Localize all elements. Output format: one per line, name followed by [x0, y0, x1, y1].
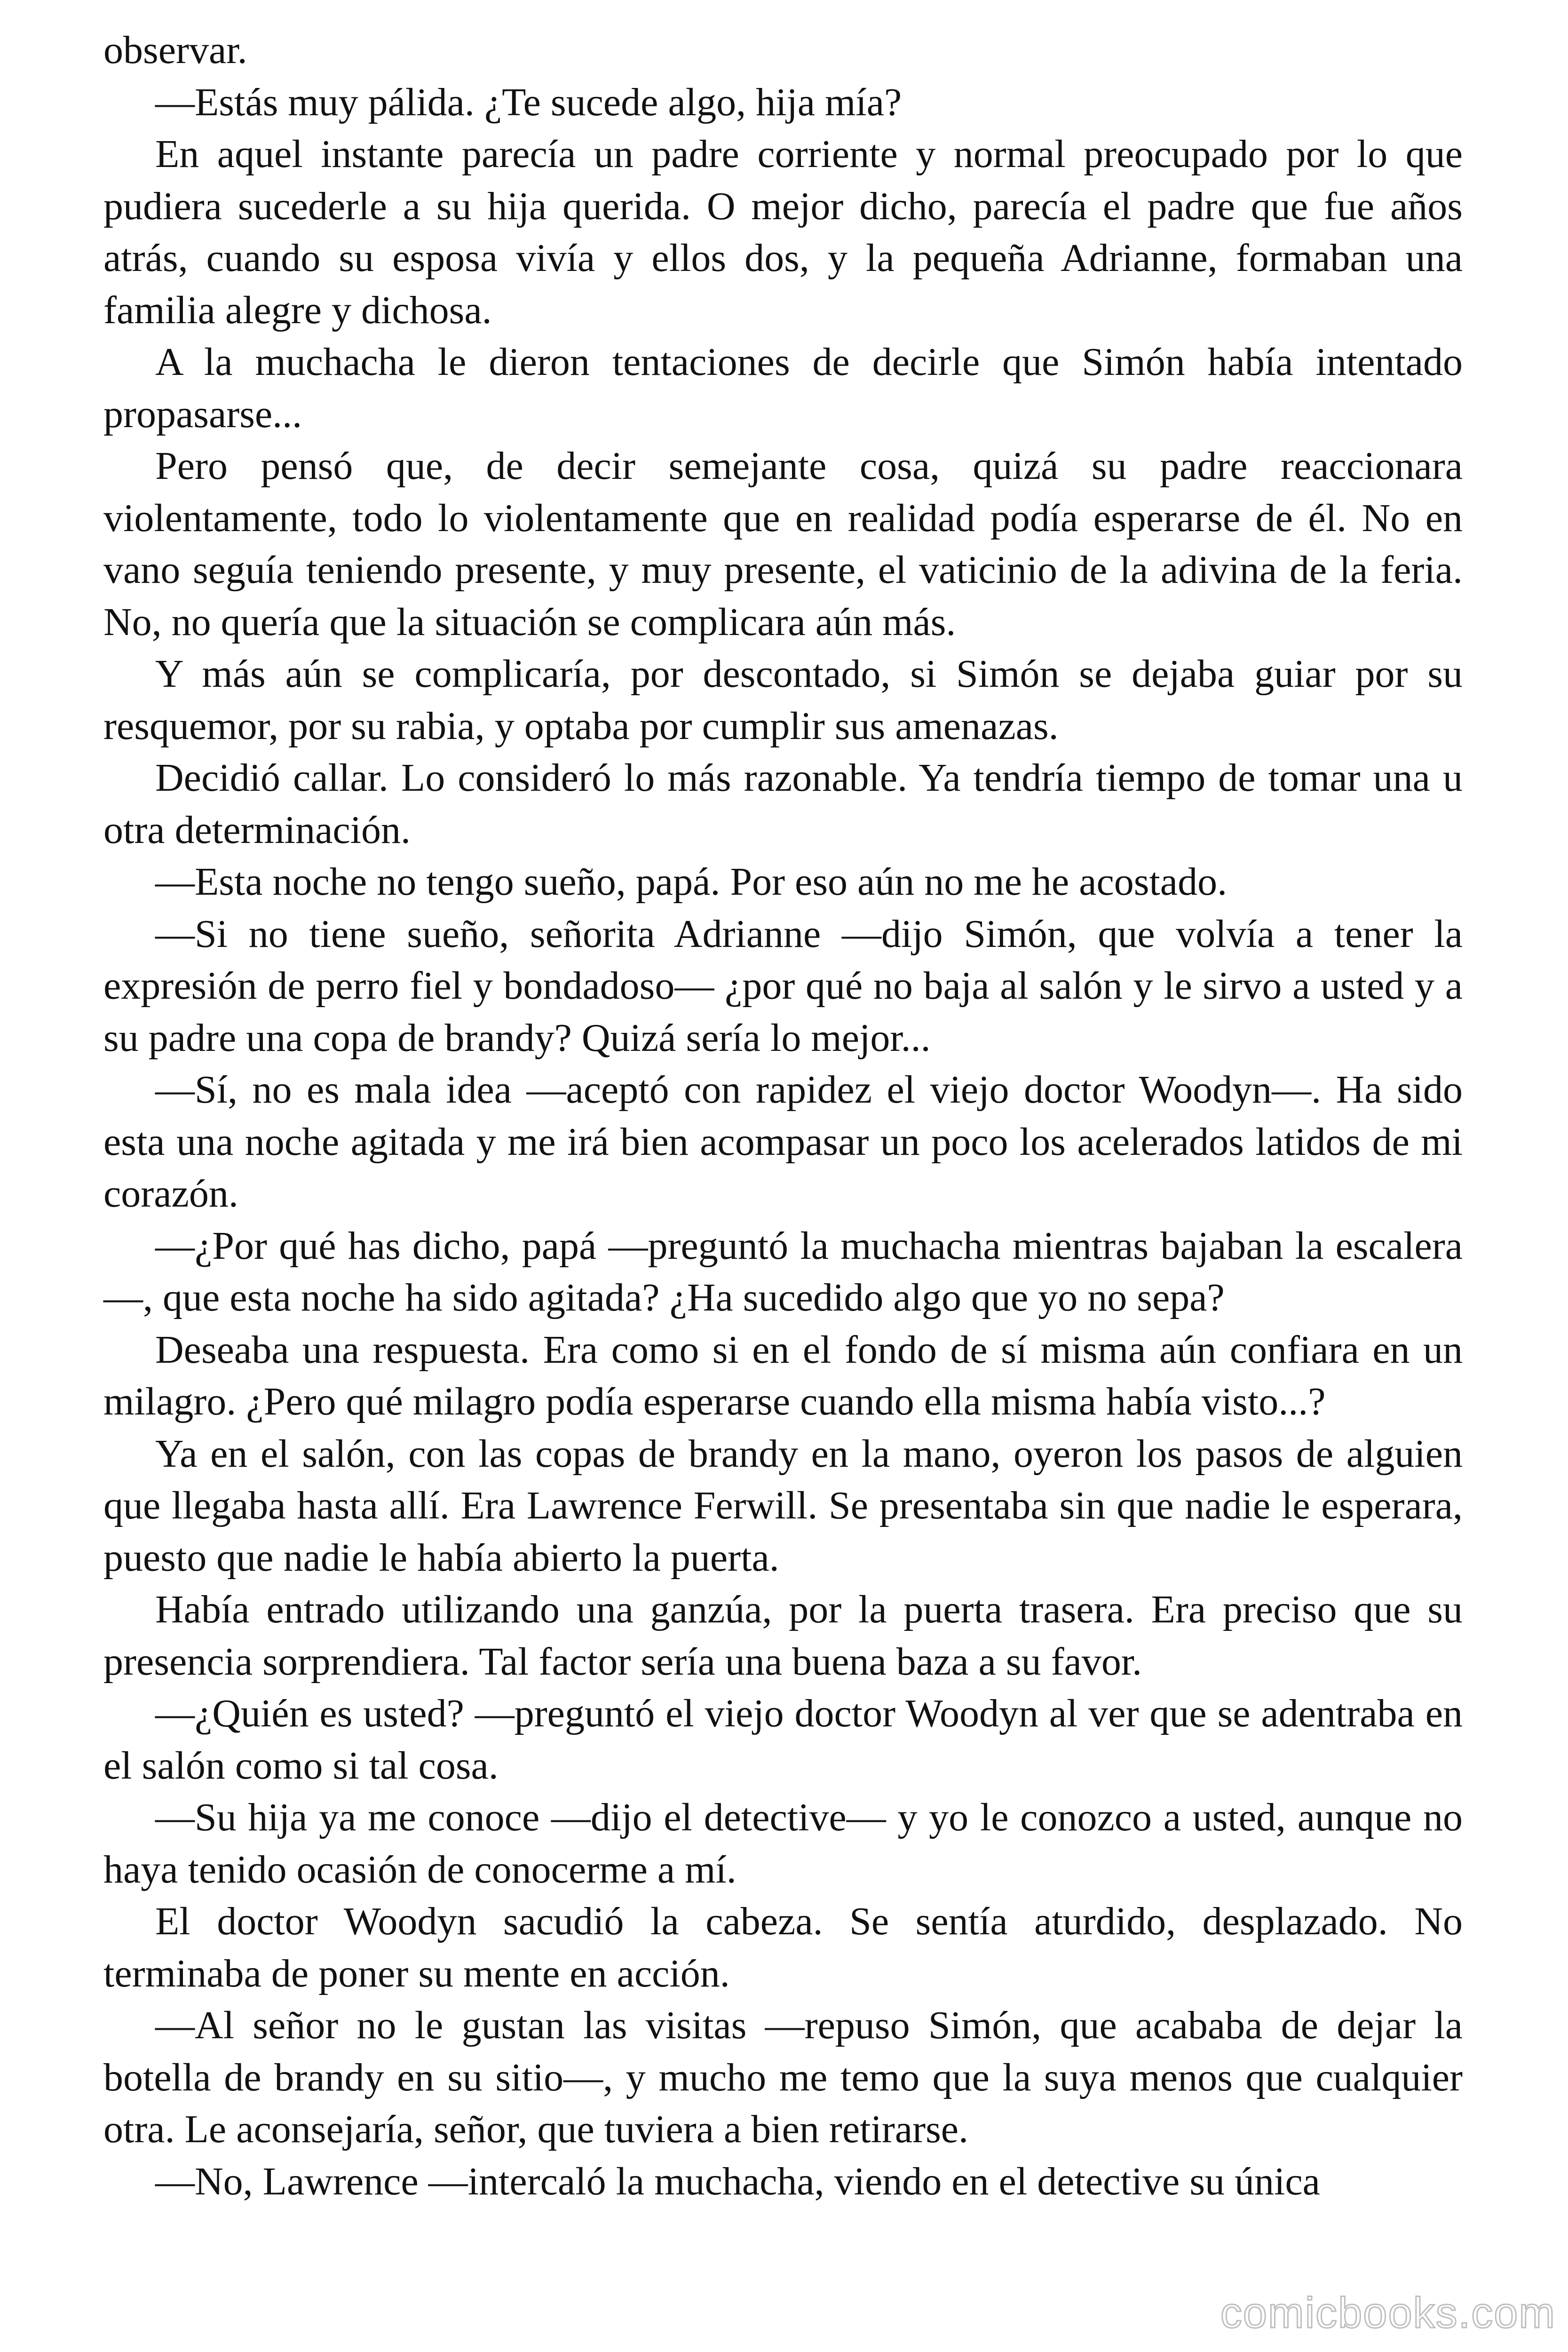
paragraph: A la muchacha le dieron tentaciones de decirle que Simón había intentado propasarse...	[103, 340, 1463, 436]
page-text	[103, 24, 1463, 2208]
paragraph: En aquel instante parecía un padre corriente y normal preocupado por lo que pudiera sucederle a su hija querida. O mejor dicho, parecía el padre que fue años atrás, cuando su esposa vivía y ellos dos, y la pequeña Adrianne, formaban una familia alegre y dichosa.	[103, 132, 1463, 332]
paragraph: Deseaba una respuesta. Era como si en el fondo de sí misma aún confiara en un milagro. ¿Pero qué milagro podía esperarse cuando ella misma había visto...?	[103, 1327, 1463, 1423]
watermark-logo: comicbooks.com	[1220, 2289, 1556, 2337]
paragraph: observar.	[103, 28, 247, 72]
paragraph: El doctor Woodyn sacudió la cabeza. Se sentía aturdido, desplazado. No terminaba de poner su mente en acción.	[103, 1899, 1463, 1995]
paragraph: —Esta noche no tengo sueño, papá. Por eso aún no me he acostado.	[155, 860, 1227, 904]
paragraph: —No, Lawrence —intercaló la muchacha, viendo en el detective su única	[155, 2159, 1320, 2203]
paragraph: —Si no tiene sueño, señorita Adrianne —dijo Simón, que volvía a tener la expresión de perro fiel y bondadoso— ¿por qué no baja al salón y le sirvo a usted y a su padre una copa de brandy? Quizá sería lo mejor...	[103, 912, 1463, 1060]
paragraph: —¿Quién es usted? —preguntó el viejo doctor Woodyn al ver que se adentraba en el salón como si tal cosa.	[103, 1692, 1463, 1788]
paragraph: —Al señor no le gustan las visitas —repuso Simón, que acababa de dejar la botella de brandy en su sitio—, y mucho me temo que la suya menos que cualquier otra. Le aconsejaría, señor, que tuviera a bien retirarse.	[103, 2003, 1463, 2151]
paragraph: —¿Por qué has dicho, papá —preguntó la muchacha mientras bajaban la escalera—, que esta noche ha sido agitada? ¿Ha sucedido algo que yo no sepa?	[103, 1224, 1463, 1319]
paragraph: Y más aún se complicaría, por descontado, si Simón se dejaba guiar por su resquemor, por su rabia, y optaba por cumplir sus amenazas.	[103, 652, 1463, 748]
paragraph: —Su hija ya me conoce —dijo el detective— y yo le conozco a usted, aunque no haya tenido ocasión de conocerme a mí.	[103, 1796, 1463, 1891]
paragraph: Pero pensó que, de decir semejante cosa, quizá su padre reaccionara violentamente, todo lo violentamente que en realidad podía esperarse de él. No en vano seguía teniendo presente, y muy presente, el vaticinio de la adivina de la feria. No, no quería que la situación se complicara aún más.	[103, 444, 1463, 644]
paragraph: Decidió callar. Lo consideró lo más razonable. Ya tendría tiempo de tomar una u otra determinación.	[103, 756, 1463, 852]
paragraph: Ya en el salón, con las copas de brandy en la mano, oyeron los pasos de alguien que llegaba hasta allí. Era Lawrence Ferwill. Se presentaba sin que nadie le esperara, puesto que nadie le había abierto la puerta.	[103, 1431, 1463, 1580]
paragraph: —Sí, no es mala idea —aceptó con rapidez el viejo doctor Woodyn—. Ha sido esta una noche agitada y me irá bien acompasar un poco los acelerados latidos de mi corazón.	[103, 1068, 1463, 1216]
paragraph: —Estás muy pálida. ¿Te sucede algo, hija mía?	[155, 80, 902, 124]
paragraph: Había entrado utilizando una ganzúa, por la puerta trasera. Era preciso que su presencia sorprendiera. Tal factor sería una buena baza a su favor.	[103, 1588, 1463, 1684]
